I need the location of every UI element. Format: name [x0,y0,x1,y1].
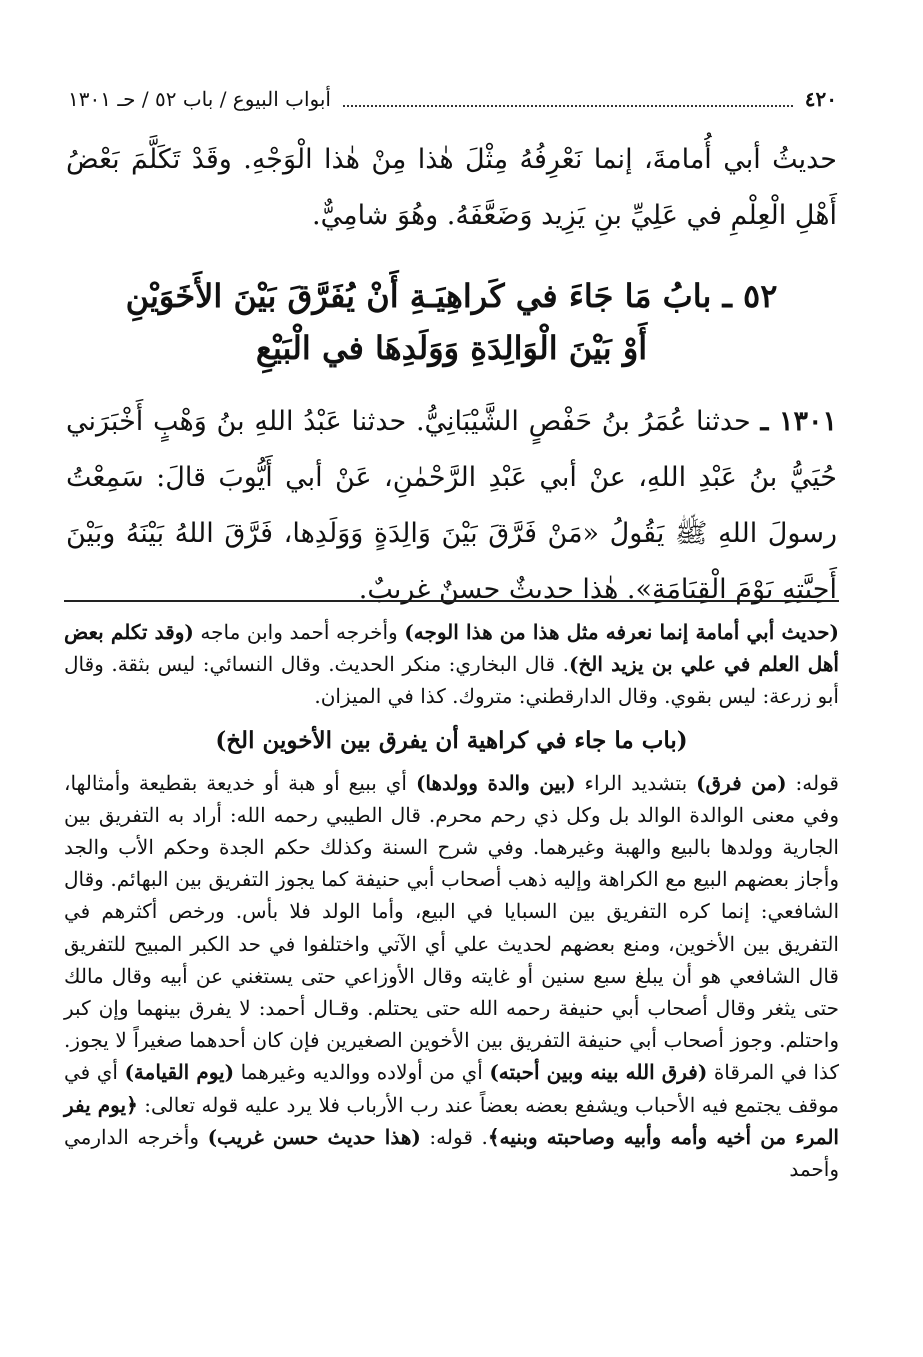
commentary-text: أي في موقف يجتمع فيه الأحباب ويشفع بعضه بعضاً عند رب الأرباب فلا يرد عليه قوله تعالى: [64,1060,839,1117]
commentary [64,616,839,1185]
quoted-phrase: (هذا حديث حسن غريب) [207,1124,421,1149]
main-text [66,132,837,618]
commentary-paragraph-2 [64,767,839,1186]
quoted-phrase: (بين والدة وولدها) [415,770,576,795]
section-reference: أبواب البيوع / باب ٥٢ / حـ ١٣٠١ [68,87,331,111]
quoted-phrase: (يوم القيامة) [124,1060,235,1085]
commentary-text: . قوله: [420,1124,488,1149]
hadith-number: ١٣٠١ ـ [760,406,838,437]
quoted-phrase: (حديث أبي أمامة إنما نعرفه مثل هذا من هذا الوجه) [404,620,839,644]
quran-quote: ﴿يوم يفر المرء من أخيه وأمه وأبيه وصاحبته وبنيه﴾ [64,1092,839,1149]
intro-paragraph: حديثُ أبي أُمامةَ، إنما نَعْرِفُهُ مِثْلَ هٰذا مِنْ هٰذا الْوَجْهِ. وقَدْ تَكَلَّمَ بَعْضُ أَهْلِ الْعِلْمِ في عَلِيِّ بنِ يَزِيد وَضَعَّفَهُ. وهُوَ شامِيٌّ. [66,144,837,231]
commentary-text: وأخرجه الدارمي وأحمد [64,1124,839,1182]
quoted-phrase: (وقد تكلم بعض أهل العلم في علي بن يزيد الخ) [64,620,839,677]
hadith-text: حدثنا عُمَرُ بنُ حَفْصٍ الشَّيْبَانِيُّ. حدثنا عَبْدُ اللهِ بنُ وَهْبٍ أَخْبَرَني حُيَيُّ بنُ عَبْدِ اللهِ، عنْ أبي عَبْدِ الرَّحْمٰنِ، عَنْ أبي أَيُّوبَ قالَ: سَمِعْتُ رسولَ اللهِ ﷺ يَقُولُ «مَنْ فَرَّقَ بَيْنَ وَالِدَةٍ وَوَلَدِها، فَرَّقَ اللهُ بَيْنَهُ وبَيْنَ أَحِبَّتِهِ يَوْمَ الْقِيَامَةِ». هٰذا حديثٌ حسنٌ غريبٌ. [66,406,837,605]
commentary-text: . قال البخاري: منكر الحديث. وقال النسائي: ليس بثقة. وقال أبو زرعة: ليس بقوي. وقال الدارقطني: متروك. كذا في الميزان. [64,652,839,709]
leader-dots [343,91,793,107]
commentary-text: أي من أولاده ووالديه وغيرهما [234,1060,490,1085]
running-head [68,84,837,114]
commentary-paragraph-1 [64,616,839,713]
footnote-divider [64,600,839,602]
chapter-title-line-1: ٥٢ ـ بابُ مَا جَاءَ في كَراهِيَـةِ أَنْ يُفَرَّقَ بَيْنَ الأَخَوَيْنِ [125,277,778,315]
quoted-phrase: (فرق الله بينه وبين أحبته) [489,1060,708,1085]
page-number: ٤٢٠ [804,87,837,111]
chapter-title-line-2: أَوْ بَيْنَ الْوَالِدَةِ وَوَلَدِهَا في الْبَيْعِ [255,329,648,367]
chapter-title [66,270,837,374]
commentary-text: قوله: [786,770,839,795]
commentary-heading: (باب ما جاء في كراهية أن يفرق بين الأخوين الخ) [215,726,688,754]
commentary-text: بتشديد الراء [575,770,697,795]
commentary-text: وأخرجه أحمد وابن ماجه [193,620,405,644]
quoted-phrase: (من فرق) [696,770,787,795]
commentary-text: أي ببيع أو هبة أو خديعة بقطيعة وأمثالها، وفي معنى الوالدة الوالد بل وكل ذي رحم محرم. قال الطيبي رحمه الله: أراد به التفريق بين الجارية وولدها بالبيع والهبة وغيرهما. وفي شرح السنة وكذلك حكم الجدة وحكم الأب والجد وأجاز بعضهم البيع مع الكراهة وإليه ذهب أصحاب أبي حنيفة كما يجوز التفريق بين البهائم. وقال الشافعي: إنما كره التفريق بين السبايا في البيع، وأما الولد فلا بأس. ورخص أكثرهم في التفريق بين الأخوين، ومنع بعضهم لحديث علي أي الآتي واختلفوا في حد الكبر المبيح للتفريق قال الشافعي هو أن يبلغ سبع سنين أو غايته وقال الأوزاعي حتى يستغني عن أبيه وقال مالك حتى يثغر وقال أصحاب أبي حنيفة رحمه الله حتى يحتلم. وقـال أحمد: لا يفرق بينهما وإن كبر واحتلم. وجوز أصحاب أبي حنيفة التفريق بين الأخوين الصغيرين فإن كان أحدهما صغيراً لا يجوز. كذا في المرقاة [64,770,839,1085]
hadith-paragraph [66,394,837,618]
